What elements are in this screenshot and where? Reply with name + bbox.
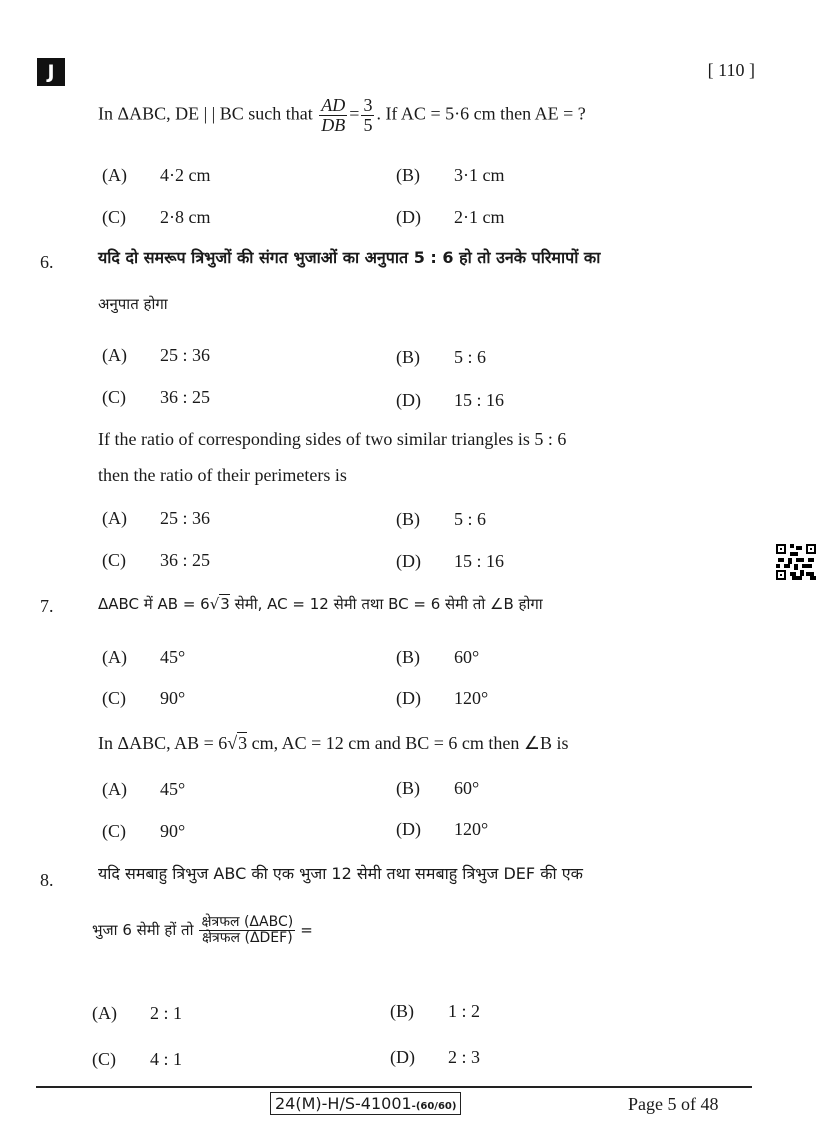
- q7-hi-part-b: सेमी, AC = 12 सेमी तथा BC = 6 सेमी तो ∠B होगा: [229, 595, 543, 613]
- q5-frac2-num: 3: [363, 95, 373, 115]
- option-value: 36 : 25: [160, 550, 211, 570]
- q8-option-d[interactable]: [390, 1047, 480, 1068]
- q6-hi-option-d[interactable]: [396, 390, 504, 411]
- q6-en-option-a[interactable]: [102, 508, 210, 529]
- option-value: 45°: [160, 647, 186, 667]
- q5-frac-num: AD: [321, 95, 346, 115]
- q8-prefix: भुजा 6 सेमी हों तो: [92, 921, 194, 940]
- option-value: 120°: [454, 688, 489, 708]
- option-label: (B): [390, 1001, 414, 1021]
- option-label: (D): [390, 1047, 415, 1067]
- option-label: (B): [396, 647, 420, 667]
- option-label: (A): [102, 345, 127, 365]
- sqrt-symbol: √3: [209, 595, 230, 613]
- q7-en-option-b[interactable]: [396, 778, 479, 799]
- option-value: 36 : 25: [160, 387, 211, 407]
- q5-fraction-2: [361, 96, 374, 135]
- option-value: 4·2 cm: [160, 165, 211, 185]
- option-label: (D): [396, 688, 421, 708]
- q5-en-question: [98, 96, 586, 135]
- option-label: (D): [396, 819, 421, 839]
- option-value: 15 : 16: [454, 390, 505, 410]
- option-label: (C): [102, 821, 126, 841]
- option-value: 25 : 36: [160, 345, 211, 365]
- q7-en-part-b: cm, AC = 12 cm and BC = 6 cm then ∠B is: [247, 733, 569, 753]
- q5-suffix: . If AC = 5·6 cm then AE = ?: [376, 103, 586, 124]
- q5-option-a[interactable]: [102, 165, 210, 186]
- q6-en-option-d[interactable]: [396, 551, 504, 572]
- q8-option-c[interactable]: [92, 1049, 182, 1070]
- option-value: 120°: [454, 819, 489, 839]
- option-label: (A): [102, 647, 127, 667]
- q6-en-option-b[interactable]: [396, 509, 486, 530]
- q6-number: 6.: [40, 252, 54, 272]
- q5-frac-den: DB: [321, 114, 346, 135]
- q7-en-option-d[interactable]: [396, 819, 488, 840]
- option-value: 25 : 36: [160, 508, 211, 528]
- option-value: 45°: [160, 779, 186, 799]
- option-label: (B): [396, 509, 420, 529]
- q5-prefix: In ΔABC, DE | | BC such that: [98, 103, 313, 124]
- q6-hi-option-a[interactable]: [102, 345, 210, 366]
- q5-eq: =: [349, 103, 360, 124]
- q8-option-a[interactable]: [92, 1003, 182, 1024]
- q8-option-b[interactable]: [390, 1001, 480, 1022]
- q7-hi-sqrt-value: 3: [220, 595, 230, 613]
- option-value: 2 : 3: [448, 1047, 481, 1067]
- q7-hi-part-a: ΔABC में AB = 6: [98, 595, 210, 613]
- q8-frac-num: क्षेत्रफल (ΔABC): [201, 914, 294, 930]
- option-label: (A): [102, 779, 127, 799]
- q6-hi-line2: अनुपात होगा: [98, 295, 168, 313]
- option-label: (A): [102, 508, 127, 528]
- paper-code-suffix: -(60/60): [411, 1101, 457, 1112]
- sqrt-symbol: √3: [227, 733, 248, 753]
- q6-en-line2: then the ratio of their perimeters is: [98, 465, 347, 485]
- option-value: 2·1 cm: [454, 207, 505, 227]
- option-value: 15 : 16: [454, 551, 505, 571]
- q7-hi-question: [98, 594, 543, 614]
- qr-code-icon: [776, 544, 816, 580]
- q5-option-c[interactable]: [102, 207, 210, 228]
- q6-hi-option-c[interactable]: [102, 387, 210, 408]
- option-value: 5 : 6: [454, 347, 487, 367]
- page-number: Page 5 of 48: [628, 1094, 719, 1114]
- footer-divider: [36, 1086, 752, 1088]
- option-label: (B): [396, 165, 420, 185]
- q7-hi-option-a[interactable]: [102, 647, 185, 668]
- option-value: 90°: [160, 821, 186, 841]
- option-label: (B): [396, 778, 420, 798]
- option-label: (B): [396, 347, 420, 367]
- q8-hi-line1: यदि समबाहु त्रिभुज ABC की एक भुजा 12 सेमी तथा समबाहु त्रिभुज DEF की एक: [98, 864, 583, 883]
- paper-code-main: 24(M)-H/S-41001: [275, 1094, 412, 1113]
- option-label: (A): [102, 165, 127, 185]
- option-value: 60°: [454, 778, 480, 798]
- top-page-number: [ 110 ]: [707, 60, 755, 80]
- option-label: (A): [92, 1003, 117, 1023]
- paper-code: [270, 1092, 461, 1115]
- q5-option-d[interactable]: [396, 207, 504, 228]
- q7-en-part-a: In ΔABC, AB = 6: [98, 733, 228, 753]
- q7-number: 7.: [40, 596, 54, 616]
- q8-number: 8.: [40, 870, 54, 890]
- option-value: 1 : 2: [448, 1001, 481, 1021]
- q5-fraction: [319, 96, 347, 135]
- option-label: (C): [102, 550, 126, 570]
- q6-en-line1: If the ratio of corresponding sides of two similar triangles is 5 : 6: [98, 429, 567, 449]
- q6-en-option-c[interactable]: [102, 550, 210, 571]
- option-label: (C): [102, 207, 126, 227]
- q6-hi-option-b[interactable]: [396, 347, 486, 368]
- option-label: (C): [102, 387, 126, 407]
- option-value: 5 : 6: [454, 509, 487, 529]
- q7-en-option-c[interactable]: [102, 821, 185, 842]
- q7-hi-option-c[interactable]: [102, 688, 185, 709]
- option-value: 2 : 1: [150, 1003, 183, 1023]
- q8-eq: =: [300, 921, 313, 940]
- q8-frac-den: क्षेत्रफल (ΔDEF): [201, 929, 293, 946]
- option-label: (C): [102, 688, 126, 708]
- option-value: 3·1 cm: [454, 165, 505, 185]
- q7-en-question: [98, 733, 569, 754]
- q7-en-option-a[interactable]: [102, 779, 185, 800]
- option-label: (D): [396, 551, 421, 571]
- option-label: (C): [92, 1049, 116, 1069]
- q8-fraction: [199, 915, 295, 945]
- option-label: (D): [396, 390, 421, 410]
- option-value: 4 : 1: [150, 1049, 183, 1069]
- q8-hi-line2: [92, 915, 313, 945]
- q5-frac2-den: 5: [363, 114, 373, 135]
- q7-en-sqrt-value: 3: [238, 733, 248, 753]
- q7-hi-option-d[interactable]: [396, 688, 488, 709]
- q7-hi-option-b[interactable]: [396, 647, 479, 668]
- q5-option-b[interactable]: [396, 165, 504, 186]
- option-label: (D): [396, 207, 421, 227]
- option-value: 2·8 cm: [160, 207, 211, 227]
- option-value: 60°: [454, 647, 480, 667]
- q6-hi-line1: यदि दो समरूप त्रिभुजों की संगत भुजाओं का अनुपात 5 : 6 हो तो उनके परिमापों का: [98, 248, 601, 267]
- set-code-badge: J: [37, 58, 65, 86]
- option-value: 90°: [160, 688, 186, 708]
